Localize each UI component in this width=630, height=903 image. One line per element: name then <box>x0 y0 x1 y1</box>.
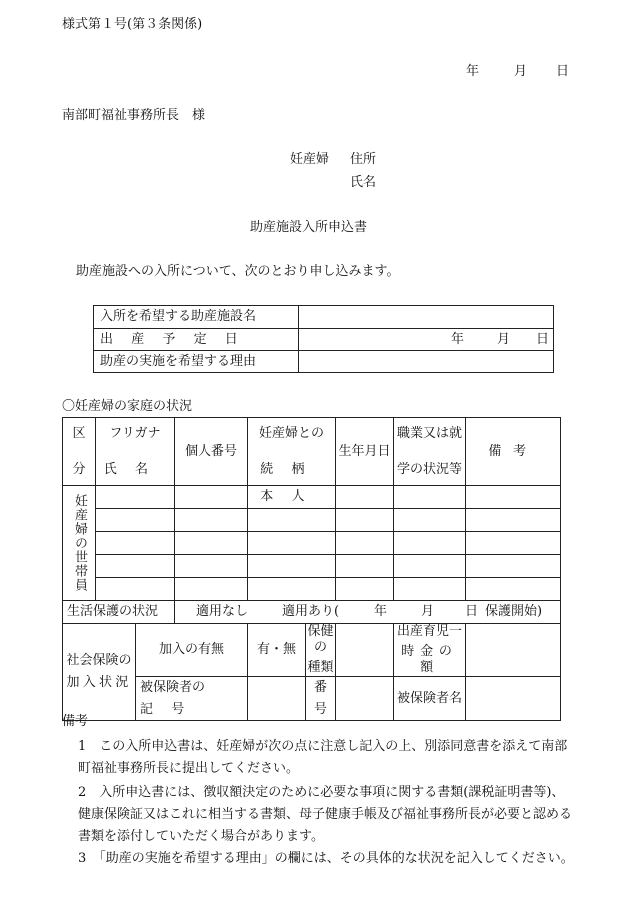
document-title: 助産施設入所申込書 <box>250 220 368 235</box>
lump-sum-label: 出産育児一 時金の額 <box>394 624 466 677</box>
due-date-cell[interactable] <box>299 329 554 351</box>
note-item-1: 1 この入所申込書は、妊産婦が次の点に注意し記入の上、別添同意書を添えて南部町福祉事務所長に提出してください。 <box>78 739 568 776</box>
insurance-label: 社会保険の 加入状況 <box>63 624 136 721</box>
reason-label: 助産の実施を希望する理由 <box>94 351 299 373</box>
member-personal-number-cell[interactable] <box>175 509 248 532</box>
member-remarks-cell[interactable] <box>466 509 561 532</box>
due-year-label: 年 <box>451 331 465 347</box>
welfare-start: 保護開始) <box>485 604 543 619</box>
family-table <box>62 417 561 721</box>
note-item-3: 3 「助産の実施を希望する理由」の欄には、その具体的な状況を記入してください。 <box>78 851 574 866</box>
member-occupation-cell[interactable] <box>394 532 466 555</box>
member-name-cell[interactable] <box>96 532 175 555</box>
member-personal-number-cell[interactable] <box>175 555 248 578</box>
welfare-applicable: 適用あり( <box>282 604 340 619</box>
form-number: 様式第１号(第３条関係) <box>62 17 203 32</box>
member-relation-cell[interactable] <box>248 578 336 601</box>
member-remarks-cell[interactable] <box>466 532 561 555</box>
welfare-day: 日 <box>465 604 479 619</box>
member-occupation-cell[interactable] <box>394 486 466 509</box>
member-birthdate-cell[interactable] <box>336 486 394 509</box>
notes-heading: 備考 <box>62 714 89 729</box>
address-label: 住所 <box>350 152 377 167</box>
header-birthdate: 生年月日 <box>336 418 394 486</box>
welfare-month: 月 <box>421 604 435 619</box>
header-personal-number: 個人番号 <box>175 418 248 486</box>
insured-name-label: 被保険者名 <box>394 677 466 721</box>
facility-table <box>93 305 554 373</box>
name-label: 氏名 <box>350 175 377 190</box>
member-birthdate-cell[interactable] <box>336 509 394 532</box>
desired-facility-cell[interactable] <box>299 306 554 329</box>
insured-name-cell[interactable] <box>466 677 561 721</box>
member-remarks-cell[interactable] <box>466 578 561 601</box>
member-relation-cell[interactable] <box>248 555 336 578</box>
member-personal-number-cell[interactable] <box>175 486 248 509</box>
member-occupation-cell[interactable] <box>394 509 466 532</box>
lump-sum-cell[interactable] <box>466 624 561 677</box>
member-birthdate-cell[interactable] <box>336 555 394 578</box>
insured-symbol-cell[interactable] <box>248 677 306 721</box>
welfare-not-applicable: 適用なし <box>196 604 249 619</box>
insurance-kind-cell[interactable] <box>336 624 394 677</box>
welfare-year: 年 <box>374 604 388 619</box>
member-name-cell[interactable] <box>96 486 175 509</box>
member-name-cell[interactable] <box>96 509 175 532</box>
note-item-2: 2 入所申込書には、徴収額決定のために必要な事項に関する書類(課税証明書等)、健康保険証又はこれに相当する書類、母子健康手帳及び福祉事務所長が必要と認める書類を添付していただく場合があります。 <box>78 785 573 844</box>
member-relation-cell[interactable] <box>248 509 336 532</box>
member-remarks-cell[interactable] <box>466 555 561 578</box>
member-name-cell[interactable] <box>96 578 175 601</box>
insured-symbol-label: 被保険者の 記号 <box>136 677 248 721</box>
household-label: 妊産婦の世帯員 <box>63 486 96 601</box>
intro-text: 助産施設への入所について、次のとおり申し込みます。 <box>76 264 400 279</box>
insured-number-cell[interactable] <box>336 677 394 721</box>
member-occupation-cell[interactable] <box>394 555 466 578</box>
due-month-label: 月 <box>497 331 511 347</box>
header-occupation: 職業又は就 学の状況等 <box>394 418 466 486</box>
due-date-label: 出産予定日 <box>94 329 299 351</box>
member-personal-number-cell[interactable] <box>175 578 248 601</box>
family-heading: 〇妊産婦の家庭の状況 <box>62 399 193 414</box>
desired-facility-label: 入所を希望する助産施設名 <box>94 306 299 329</box>
self-relation: 本人 <box>248 486 336 509</box>
insurance-enrolled-label: 加入の有無 <box>136 624 248 677</box>
member-name-cell[interactable] <box>96 555 175 578</box>
member-relation-cell[interactable] <box>248 532 336 555</box>
reason-cell[interactable] <box>299 351 554 373</box>
date-month-label: 月 <box>514 64 528 79</box>
date-day-label: 日 <box>556 64 570 79</box>
welfare-label: 生活保護の状況 <box>63 601 175 624</box>
insured-number-label: 番 号 <box>306 677 336 721</box>
member-birthdate-cell[interactable] <box>336 532 394 555</box>
header-name: フリガナ 氏名 <box>96 418 175 486</box>
insurance-yes-no[interactable]: 有・無 <box>248 624 306 677</box>
member-occupation-cell[interactable] <box>394 578 466 601</box>
header-kubun: 区 分 <box>63 418 96 486</box>
header-remarks: 備考 <box>466 418 561 486</box>
insurance-kind-label: 保健の 種類 <box>307 624 334 675</box>
member-personal-number-cell[interactable] <box>175 532 248 555</box>
member-birthdate-cell[interactable] <box>336 578 394 601</box>
date-year-label: 年 <box>466 64 480 79</box>
member-remarks-cell[interactable] <box>466 486 561 509</box>
applicant-label: 妊産婦 <box>290 152 330 167</box>
addressee: 南部町福祉事務所長 様 <box>62 108 206 123</box>
header-relation: 妊産婦との 続柄 <box>248 418 336 486</box>
due-day-label: 日 <box>536 331 550 347</box>
welfare-status[interactable] <box>175 601 561 624</box>
